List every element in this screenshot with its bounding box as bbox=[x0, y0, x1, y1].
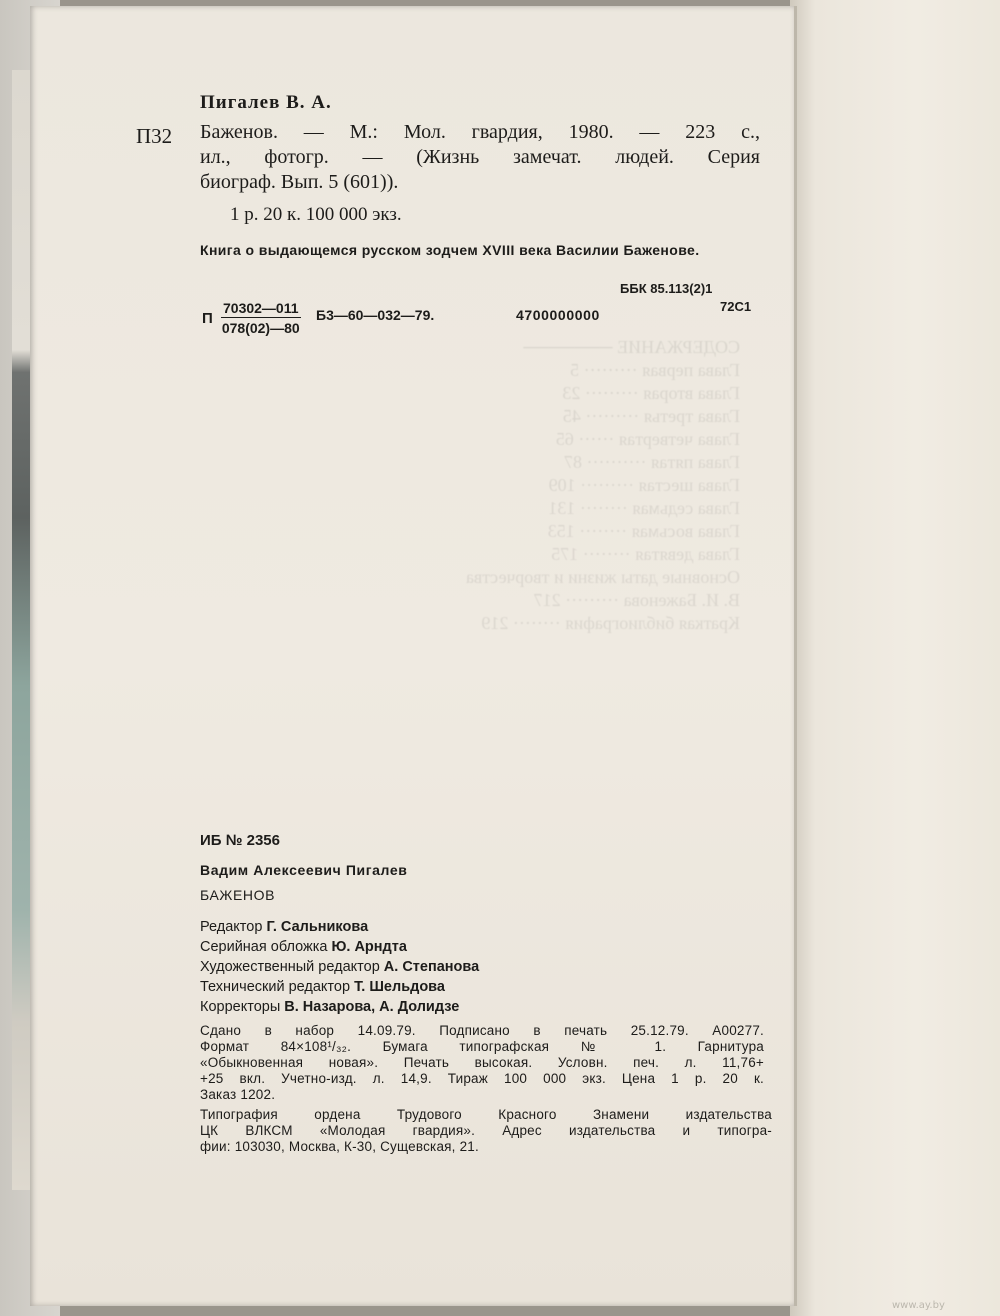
facing-page bbox=[790, 0, 1000, 1316]
fraction-numerator: 70302—011 bbox=[223, 300, 299, 316]
staff-row: Технический редактор Т. Шельдова bbox=[200, 979, 445, 995]
imprint-line: Сдано в набор 14.09.79. Подписано в печать 25.12.79. А00277. bbox=[200, 1023, 764, 1038]
catalog-annotation: Книга о выдающемся русском зодчем XVIII века Василии Баженове. bbox=[200, 242, 700, 258]
index-letter: П bbox=[202, 310, 213, 327]
show-through-shadow: СОДЕРЖАНИЕ ─────── Глава первая ········· 5 Глава вторая ········· 23 Глава третья ········· 45 Глава четвертая ······ 65 Глава пятая ·········· 87 Глава шестая ········· 109 Глава седьмая ········ 131 Глава восьмая ········ 153 Глава девятая ········ 175 Основные даты жизни и творчества В. И. Баженова ········· 217 Краткая библиография ········ 219 bbox=[466, 337, 740, 633]
bz-code: Б3—60—032—79. bbox=[316, 307, 435, 323]
catalog-entry-line: Баженов. — М.: Мол. гвардия, 1980. — 223 с., bbox=[200, 121, 760, 143]
fraction-denominator: 078(02)—80 bbox=[221, 320, 300, 336]
catalog-class-code: П32 bbox=[136, 124, 173, 148]
imprint-line: Заказ 1202. bbox=[200, 1087, 276, 1102]
printer-address bbox=[200, 1107, 772, 1155]
staff-list bbox=[200, 917, 479, 1017]
printer-line: ЦК ВЛКСМ «Молодая гвардия». Адрес издательства и типогра- bbox=[200, 1123, 772, 1138]
catalog-entry bbox=[200, 120, 760, 195]
site-watermark: www.ay.by bbox=[892, 1300, 945, 1311]
bbk-subcode: 72С1 bbox=[720, 299, 752, 314]
index-number: 4700000000 bbox=[516, 307, 600, 323]
catalog-author: Пигалев В. А. bbox=[200, 92, 332, 113]
print-imprint bbox=[200, 1023, 764, 1103]
catalog-entry-line: ил., фотогр. — (Жизнь замечат. людей. Серия bbox=[200, 146, 760, 168]
catalog-entry-line: биограф. Вып. 5 (601)). bbox=[200, 171, 399, 193]
printer-line: фии: 103030, Москва, К-30, Сущевская, 21. bbox=[200, 1139, 479, 1154]
staff-row: Серийная обложка Ю. Арндта bbox=[200, 939, 407, 955]
staff-row: Художественный редактор А. Степанова bbox=[200, 959, 480, 975]
author-full-name: Вадим Алексеевич Пигалев bbox=[200, 862, 408, 878]
imprint-line: +25 вкл. Учетно-изд. л. 14,9. Тираж 100 000 экз. Цена 1 р. 20 к. bbox=[200, 1071, 764, 1086]
book-title: БАЖЕНОВ bbox=[200, 887, 276, 903]
ib-number: ИБ № 2356 bbox=[200, 832, 280, 849]
staff-row: Редактор Г. Сальникова bbox=[200, 919, 369, 935]
imprint-line: Формат 84×108¹/₃₂. Бумага типографская № 1. Гарнитура bbox=[200, 1039, 764, 1054]
catalog-price-run: 1 р. 20 к. 100 000 экз. bbox=[230, 204, 402, 225]
bbk-code: ББК 85.113(2)1 bbox=[620, 281, 713, 296]
staff-row: Корректоры В. Назарова, А. Долидзе bbox=[200, 999, 460, 1015]
printer-line: Типография ордена Трудового Красного Знамени издательства bbox=[200, 1107, 772, 1122]
imprint-line: «Обыкновенная новая». Печать высокая. Условн. печ. л. 11,76+ bbox=[200, 1055, 764, 1070]
index-fraction bbox=[221, 300, 301, 336]
